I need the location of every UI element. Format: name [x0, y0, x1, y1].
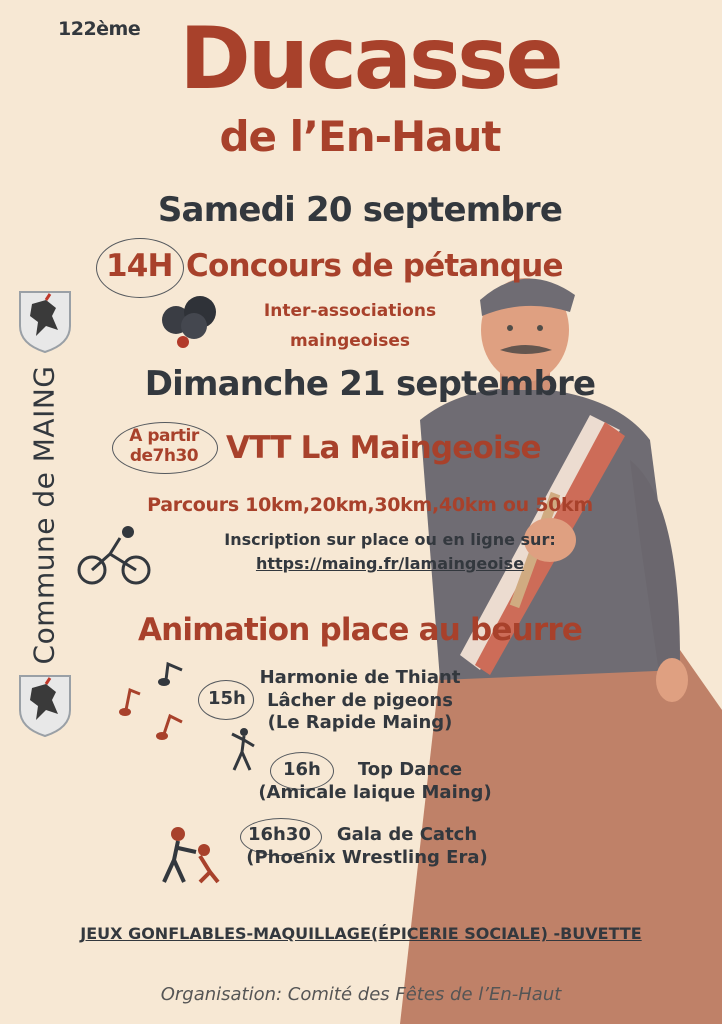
animation-item-line: Gala de Catch — [336, 824, 478, 845]
coat-of-arms-icon — [16, 670, 74, 738]
animation-item-line: (Phoenix Wrestling Era) — [246, 846, 488, 868]
animation-item-line: Harmonie de Thiant — [259, 667, 461, 688]
animation-item-time: 15h — [208, 688, 246, 709]
saturday-event: Concours de pétanque — [186, 248, 563, 284]
cyclist-icon — [76, 524, 154, 586]
sunday-time-line2: de7h30 — [129, 446, 199, 467]
activities-banner: JEUX GONFLABLES-MAQUILLAGE(ÉPICERIE SOCIALE) -BUVETTE — [80, 924, 642, 943]
sunday-inscription: Inscription sur place ou en ligne sur: — [224, 530, 556, 549]
animation-item — [222, 824, 512, 869]
sunday-date: Dimanche 21 septembre — [144, 364, 596, 404]
animation-item-line: Lâcher de pigeons — [267, 689, 453, 711]
sunday-time — [112, 426, 216, 467]
saturday-time: 14H — [106, 248, 173, 284]
animation-item-line: (Le Rapide Maing) — [267, 712, 453, 733]
commune-label: Commune de MAING — [27, 365, 61, 665]
sunday-routes: Parcours 10km,20km,30km,40km ou 50km — [147, 494, 593, 516]
saturday-detail-line2: maingeoises — [289, 331, 411, 351]
sunday-link-wrap — [160, 554, 620, 573]
poster-title: Ducasse — [179, 9, 561, 109]
music-notes-icon — [116, 660, 196, 740]
sunday-event: VTT La Maingeoise — [226, 430, 541, 466]
edition-label: 122ème — [58, 18, 141, 40]
poster-subtitle: de l’En-Haut — [219, 112, 501, 161]
saturday-detail-line1: Inter-associations — [263, 301, 437, 321]
registration-link[interactable]: https://maing.fr/lamaingeoise — [255, 554, 525, 573]
sunday-time-line1: A partir — [129, 426, 199, 446]
petanque-balls-icon — [158, 290, 228, 350]
animation-item-line: (Amicale laique Maing) — [258, 781, 492, 803]
wrestlers-icon — [152, 824, 224, 886]
animation-heading: Animation place au beurre — [137, 612, 583, 648]
animation-item — [230, 759, 520, 804]
animation-item-time: 16h — [283, 759, 321, 780]
organisation-credit: Organisation: Comité des Fêtes de l’En-Haut — [160, 984, 562, 1005]
saturday-date: Samedi 20 septembre — [157, 190, 563, 230]
animation-item-time: 16h30 — [248, 824, 311, 845]
animation-item — [230, 667, 490, 735]
animation-item-line: Top Dance — [357, 759, 463, 780]
coat-of-arms-icon — [16, 286, 74, 354]
